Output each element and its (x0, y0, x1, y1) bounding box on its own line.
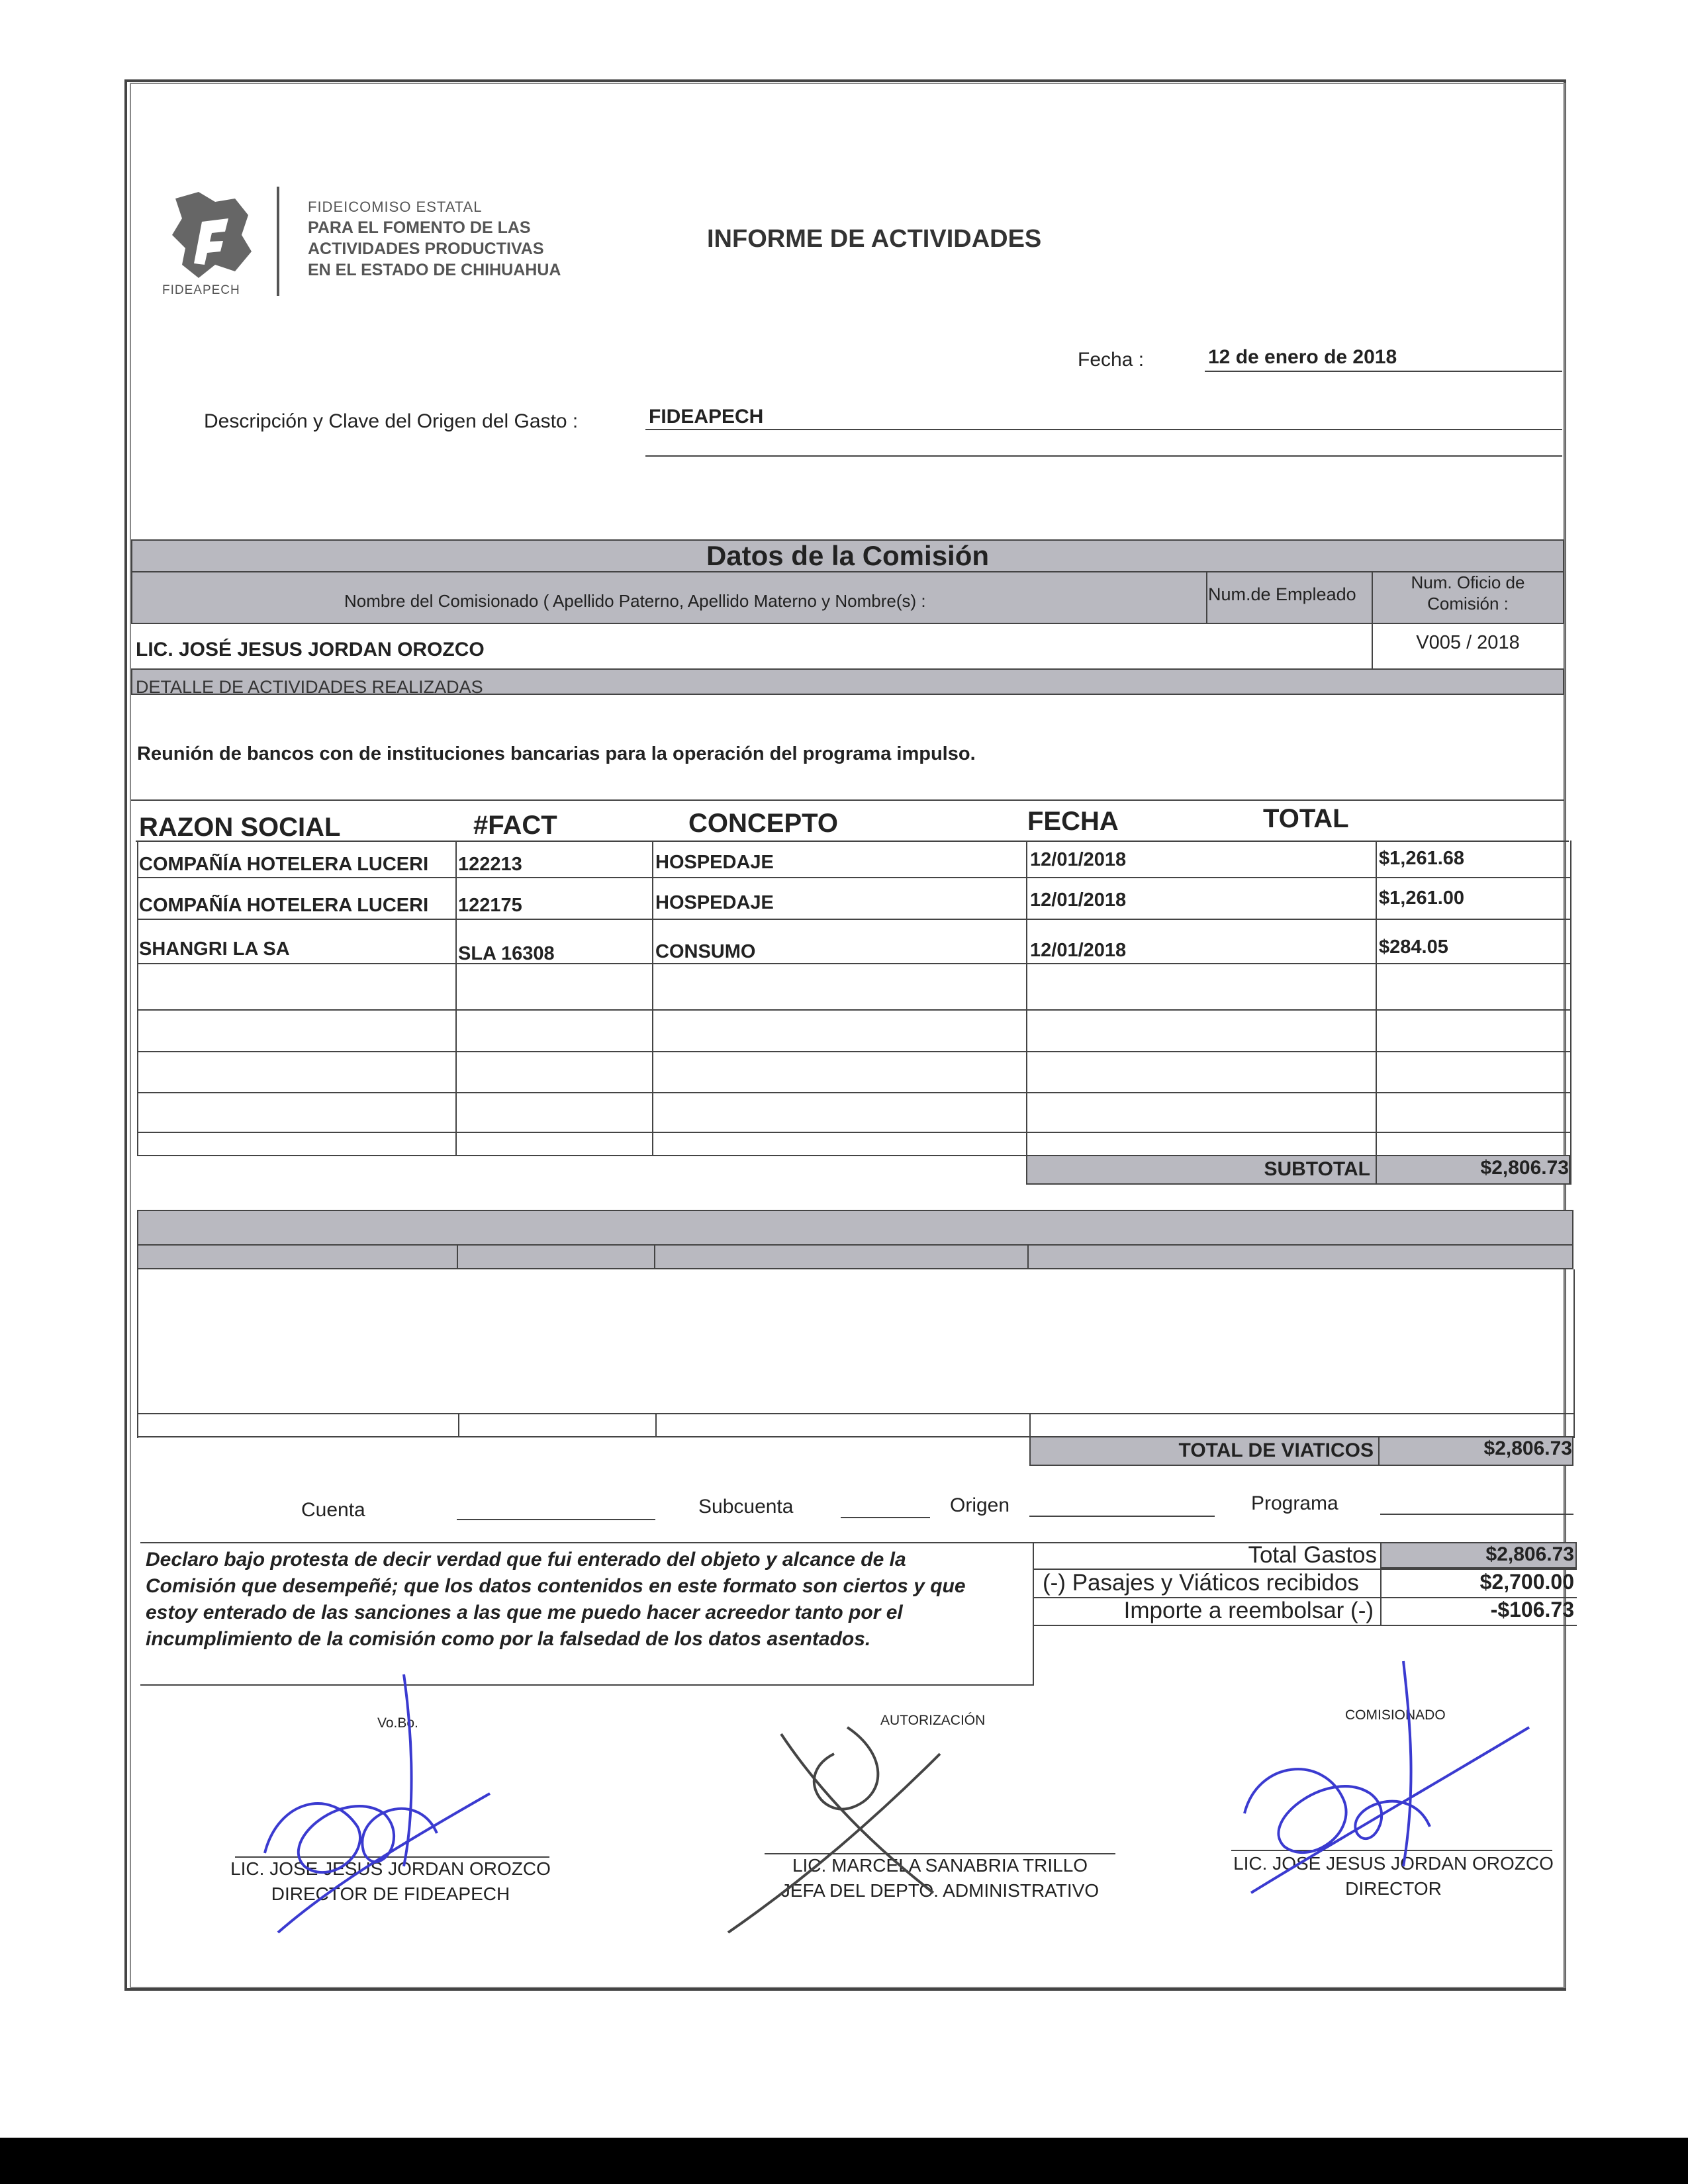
fecha-underline (1205, 371, 1562, 372)
total-gastos-value: $2,806.73 (1485, 1543, 1574, 1565)
row1-fecha: 12/01/2018 (1030, 849, 1127, 870)
row1-total: $1,261.68 (1379, 848, 1465, 869)
fecha-value: 12 de enero de 2018 (1208, 346, 1397, 368)
table-col-right (1570, 841, 1571, 1185)
page-title: INFORME DE ACTIVIDADES (707, 225, 1042, 253)
firma-3-name: LIC. JOSÉ JESUS JORDAN OROZCO (1233, 1853, 1554, 1874)
num-oficio-value: V005 / 2018 (1416, 632, 1520, 653)
col-header-razon: RAZON SOCIAL (139, 813, 341, 842)
total-viaticos-label: TOTAL DE VIATICOS (1178, 1439, 1374, 1461)
comision-col-div-2 (1372, 571, 1373, 669)
firma-1-role: DIRECTOR DE FIDEAPECH (271, 1884, 510, 1904)
cuenta-label: Cuenta (301, 1499, 365, 1521)
total-viaticos-value: $2,806.73 (1483, 1437, 1572, 1459)
subcuenta-field[interactable] (841, 1517, 930, 1518)
origen-cuenta-field[interactable] (1029, 1516, 1215, 1517)
scan-bottom-bar (0, 2138, 1688, 2184)
pasajes-value: $2,700.00 (1479, 1570, 1574, 1594)
nombre-label: Nombre del Comisionado ( Apellido Paterno, Apellido Materno y Nombre(s) : (344, 591, 926, 611)
second-table-col (655, 1413, 657, 1436)
firma-3-role: DIRECTOR (1345, 1878, 1442, 1899)
table-row-line (137, 919, 1570, 920)
second-table-col (1029, 1413, 1031, 1436)
comision-col-div-1 (1206, 571, 1207, 624)
table-row-line (137, 963, 1570, 964)
second-table-right (1573, 1269, 1575, 1438)
row2-razon: COMPAÑÍA HOTELERA LUCERI (139, 895, 429, 916)
row1-fact: 122213 (458, 854, 522, 875)
second-table-bottom (137, 1413, 1573, 1414)
table-header-line (136, 841, 1569, 842)
logo-divider (277, 187, 279, 296)
org-small: FIDEICOMISO ESTATAL (308, 199, 483, 215)
declaracion-right-line (1033, 1542, 1034, 1684)
row1-concepto: HOSPEDAJE (655, 852, 774, 873)
table-row-line (137, 877, 1570, 878)
subtotal-value: $2,806.73 (1480, 1157, 1569, 1179)
row3-fact: SLA 16308 (458, 943, 555, 964)
table-row-line (137, 1051, 1570, 1052)
logo-caption: FIDEAPECH (162, 283, 240, 297)
col-header-concepto: CONCEPTO (688, 809, 838, 838)
table-col-2 (652, 841, 653, 1155)
col-header-total: TOTAL (1263, 804, 1349, 833)
subcuenta-label: Subcuenta (698, 1496, 794, 1518)
second-table-band (137, 1210, 1573, 1269)
second-table-col (654, 1244, 655, 1269)
row1-razon: COMPAÑÍA HOTELERA LUCERI (139, 854, 429, 875)
total-viaticos-divider (1378, 1436, 1380, 1466)
detalle-label: DETALLE DE ACTIVIDADES REALIZADAS (136, 677, 483, 697)
fecha-label: Fecha : (1078, 349, 1145, 371)
org-line-2: ACTIVIDADES PRODUCTIVAS (308, 240, 544, 258)
row3-concepto: CONSUMO (655, 941, 756, 962)
declaracion-line-4: incumplimiento de la comisión como por la falsedad de los datos asentados. (146, 1628, 871, 1650)
table-col-left (137, 841, 138, 1155)
comision-title: Datos de la Comisión (706, 540, 990, 571)
subtotal-label: SUBTOTAL (1264, 1158, 1370, 1180)
origen-value: FIDEAPECH (649, 406, 764, 428)
org-line-1: PARA EL FOMENTO DE LAS (308, 218, 531, 237)
firma-2-caption: AUTORIZACIÓN (880, 1713, 986, 1728)
programa-field[interactable] (1380, 1514, 1573, 1515)
resumen-divider (1380, 1542, 1382, 1625)
firma-2-role: JEFA DEL DEPTO. ADMINISTRATIVO (780, 1880, 1100, 1901)
resumen-line (1033, 1625, 1577, 1626)
table-col-4 (1376, 841, 1377, 1185)
nombre-value: LIC. JOSÉ JESUS JORDAN OROZCO (136, 639, 485, 660)
declaracion-line-2: Comisión que desempeñé; que los datos contenidos en este formato son ciertos y que (146, 1575, 966, 1597)
row2-fecha: 12/01/2018 (1030, 889, 1127, 911)
origen-underline-1 (645, 429, 1562, 430)
detalle-bottom-line (131, 799, 1564, 801)
table-col-3 (1026, 841, 1027, 1185)
firma-1-name: LIC. JOSE JESUS JORDAN OROZCO (230, 1858, 551, 1879)
table-col-1 (455, 841, 457, 1155)
second-table-col (458, 1413, 459, 1436)
row3-razon: SHANGRI LA SA (139, 938, 290, 960)
origen-underline-2 (645, 455, 1562, 457)
origen-label: Descripción y Clave del Origen del Gasto : (204, 410, 579, 432)
num-oficio-label-2: Comisión : (1427, 594, 1509, 614)
firma-3-caption: COMISIONADO (1345, 1707, 1446, 1723)
signature-1 (252, 1668, 530, 1946)
row2-total: $1,261.00 (1379, 887, 1465, 909)
declaracion-line-1: Declaro bajo protesta de decir verdad que fui enterado del objeto y alcance de la (146, 1549, 906, 1570)
org-line-3: EN EL ESTADO DE CHIHUAHUA (308, 261, 561, 279)
fideapech-logo (162, 185, 261, 285)
num-empleado-label: Num.de Empleado (1208, 584, 1356, 604)
declaracion-line-3: estoy enterado de las sanciones a las que me puedo hacer acreedor tanto por el (146, 1602, 903, 1623)
col-header-fact: #FACT (473, 811, 557, 840)
firma-1-caption: Vo.Bo. (377, 1715, 418, 1731)
num-oficio-label-1: Num. Oficio de (1411, 572, 1525, 592)
reembolso-label: Importe a reembolsar (-) (1123, 1598, 1374, 1623)
reembolso-value: -$106.73 (1490, 1598, 1574, 1621)
origen-cuenta-label: Origen (950, 1494, 1010, 1516)
second-table-line (137, 1244, 1573, 1246)
cuenta-field[interactable] (457, 1519, 655, 1520)
pasajes-label: (-) Pasajes y Viáticos recibidos (1043, 1570, 1359, 1596)
col-header-fecha: FECHA (1027, 807, 1119, 836)
row3-fecha: 12/01/2018 (1030, 940, 1127, 961)
row3-total: $284.05 (1379, 936, 1448, 958)
row2-fact: 122175 (458, 895, 522, 916)
programa-label: Programa (1251, 1492, 1338, 1514)
second-table-col (457, 1244, 458, 1269)
detalle-text: Reunión de bancos con de instituciones bancarias para la operación del programa impulso. (137, 743, 976, 764)
total-gastos-label: Total Gastos (1248, 1542, 1377, 1568)
second-table-col (1027, 1244, 1029, 1269)
signature-2 (715, 1714, 993, 1939)
table-row-line (137, 1132, 1570, 1133)
table-row-line (137, 1092, 1570, 1093)
table-row-line (137, 1009, 1570, 1011)
signature-3 (1231, 1655, 1536, 1933)
firma-2-name: LIC. MARCELA SANABRIA TRILLO (792, 1855, 1088, 1876)
row2-concepto: HOSPEDAJE (655, 892, 774, 913)
